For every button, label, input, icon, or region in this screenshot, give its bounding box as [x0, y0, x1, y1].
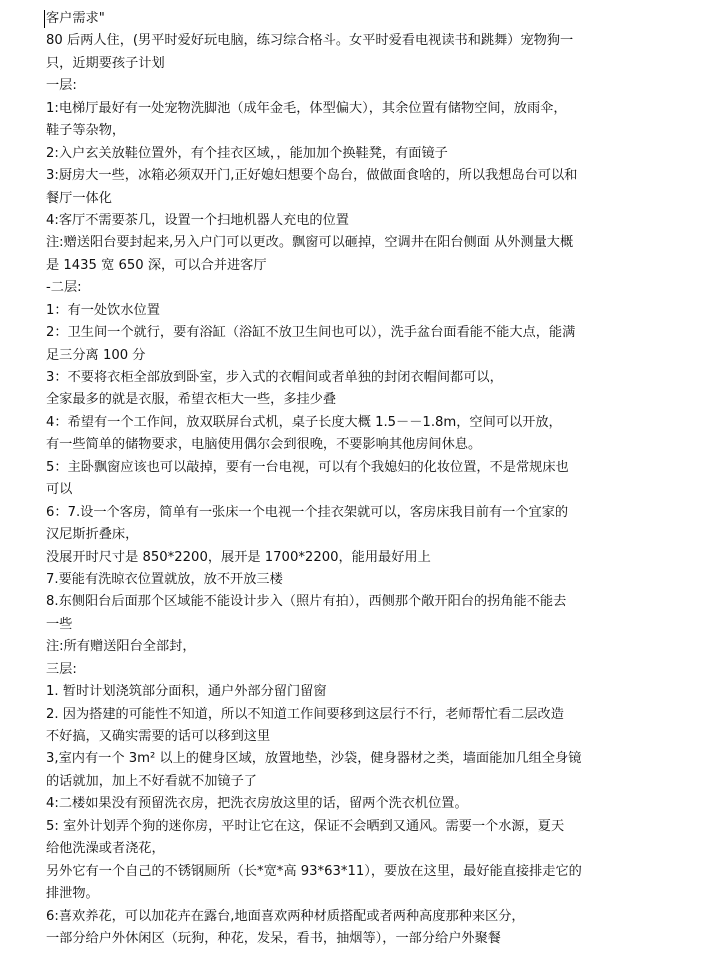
document-line: 给他洗澡或者浇花，	[46, 841, 165, 857]
document-line: 3,室内有一个 3m² 以上的健身区域，放置地垫，沙袋，健身器材之类，墙面能加几组全身镜	[46, 751, 582, 767]
document-line: 1：有一处饮水位置	[46, 302, 160, 318]
document-line: 餐厅一体化	[46, 190, 112, 206]
document-line: 客户需求"	[46, 11, 105, 26]
document-line: 没展开时尺寸是 850*2200，展开是 1700*2200，能用最好用上	[46, 549, 431, 565]
document-line: 是 1435 宽 650 深，可以合并进客厅	[46, 257, 267, 273]
document-line: 4：希望有一个工作间，放双联屏台式机，桌子长度大概 1.5－－1.8m，空间可以开放，	[46, 414, 562, 430]
document-line: 2. 因为搭建的可能性不知道，所以不知道工作间要移到这层行不行，老师帮忙看二层改造	[46, 706, 564, 722]
document-line: -二层:	[46, 280, 82, 296]
document-line: 只，近期要孩子计划	[46, 55, 165, 71]
document-line: 4:二楼如果没有预留洗衣房，把洗衣房放这里的话，留两个洗衣机位置。	[46, 796, 468, 812]
document-line: 4:客厅不需要茶几，设置一个扫地机器人充电的位置	[46, 212, 349, 228]
document-line: 有一些简单的储物要求，电脑使用偶尔会到很晚，不要影响其他房间休息。	[46, 437, 482, 453]
document-line: 5：主卧飘窗应该也可以敲掉，要有一台电视，可以有个我媳妇的化妆位置，不是常规床也	[46, 459, 569, 475]
document-line: 全家最多的就是衣服，希望衣柜大一些，多挂少叠	[46, 392, 337, 408]
document-line: 排泄物。	[46, 886, 99, 902]
document-line: 1:电梯厅最好有一处宠物洗脚池（成年金毛，体型偏大），其余位置有储物空间，放雨伞，	[46, 100, 567, 116]
document-line: 汉尼斯折叠床，	[46, 527, 139, 543]
document-line: 6:喜欢养花，可以加花卉在露台,地面喜欢两种材质搭配或者两种高度那种来区分，	[46, 908, 525, 924]
document-line: 注:赠送阳台要封起来,另入户门可以更改。飘窗可以砸掉，空调井在阳台侧面 从外测量大概	[46, 235, 574, 251]
document-line: 一层:	[46, 78, 77, 94]
document-line: 3:厨房大一些，冰箱必须双开门,正好媳妇想要个岛台，做做面食啥的，所以我想岛台可以和	[46, 168, 578, 184]
document-line: 8.东侧阳台后面那个区域能不能设计步入（照片有拍），西侧那个敞开阳台的拐角能不能去	[46, 594, 567, 610]
document-body[interactable]	[46, 8, 686, 950]
document-line: 6：7.设一个客房，简单有一张床一个电视一个挂衣架就可以，客房床我目前有一个宜家的	[46, 504, 569, 520]
document-line: 2:入户玄关放鞋位置外，有个挂衣区域，，能加加个换鞋凳，有面镜子	[46, 145, 448, 161]
document-line: 可以	[46, 482, 73, 498]
document-line: 另外它有一个自己的不锈钢厕所（长*宽*高 93*63*11），要放在这里，最好能直接排走它的	[46, 863, 582, 879]
text-cursor	[44, 10, 45, 28]
document-line: 7.要能有洗晾衣位置就放，放不开放三楼	[46, 571, 283, 587]
document-line: 2：卫生间一个就行，要有浴缸（浴缸不放卫生间也可以），洗手盆台面看能不能大点，能满	[46, 325, 576, 341]
document-line: 足三分离 100 分	[46, 347, 146, 363]
document-line: 注:所有赠送阳台全部封，	[46, 639, 196, 655]
document-line: 三层:	[46, 661, 77, 677]
document-line: 5: 室外计划弄个狗的迷你房，平时让它在这，保证不会晒到又通风。需要一个水源，夏天	[46, 818, 565, 834]
document-line: 的话就加，加上不好看就不加镜子了	[46, 773, 257, 789]
document-line: 不好搞，又确实需要的话可以移到这里	[46, 729, 271, 744]
document-line: 鞋子等杂物，	[46, 123, 126, 139]
document-line: 一部分给户外休闲区（玩狗，种花，发呆，看书，抽烟等），一部分给户外聚餐	[46, 930, 501, 946]
document-line: 一些	[46, 616, 73, 632]
document-line: 80 后两人住，(男平时爱好玩电脑，练习综合格斗。女平时爱看电视读书和跳舞）宠物狗一	[46, 33, 574, 49]
document-line: 1. 暂时计划浇筑部分面积，通户外部分留门留窗	[46, 684, 327, 700]
document-line: 3：不要将衣柜全部放到卧室，步入式的衣帽间或者单独的封闭衣帽间都可以，	[46, 370, 503, 385]
